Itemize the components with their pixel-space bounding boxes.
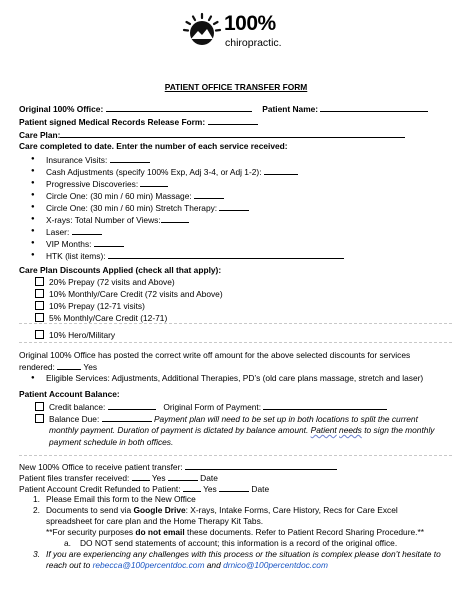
service-field[interactable] (194, 190, 224, 199)
service-item: ● HTK (list items): (32, 250, 344, 262)
service-item: ● Circle One: (30 min / 60 min) Massage: (32, 190, 224, 202)
patient-name-label: Patient Name (262, 104, 316, 114)
service-field[interactable] (108, 250, 344, 259)
discount-option[interactable]: 10% Monthly/Care Credit (72 visits and Above) (35, 289, 223, 300)
logo-subtext: chiropractic. (225, 37, 282, 49)
security-note: **For security purposes do not email these documents. Refer to Patient Record Sharing Procedure.** (46, 527, 424, 537)
service-field[interactable] (140, 178, 168, 187)
step-2-continued: spreadsheet for care plan and the Home Therapy Kit Tabs. (46, 516, 264, 526)
checkbox[interactable] (35, 414, 44, 423)
divider (19, 342, 452, 343)
hero-military-option[interactable]: 10% Hero/Military (35, 330, 115, 341)
service-item: ● Circle One: (30 min / 60 min) Stretch Therapy: (32, 202, 249, 214)
care-plan-field[interactable] (60, 129, 405, 138)
original-office-field[interactable] (106, 103, 252, 112)
credit-balance-field[interactable] (108, 401, 156, 410)
discount-option[interactable]: 5% Monthly/Care Credit (12-71) (35, 313, 167, 324)
balance-due-row: Balance Due: Payment plan will need to be set up in both locations to split the current (35, 413, 418, 425)
discount-option[interactable]: 10% Prepay (12-71 visits) (35, 301, 145, 312)
service-field[interactable] (72, 226, 102, 235)
files-received-field[interactable] (132, 472, 150, 481)
balance-heading: Patient Account Balance: (19, 389, 120, 399)
care-plan-row (19, 129, 405, 141)
eligible-services-item: ● Eligible Services: Adjustments, Additional Therapies, PD’s (old care plans massage, stretch and laser) (32, 373, 423, 384)
service-field[interactable] (110, 154, 150, 163)
original-office-label: Original 100% Office (19, 104, 101, 114)
release-form-field[interactable] (208, 116, 258, 125)
step-2a: a. DO NOT send statements of account; this information is a record of the original office. (64, 538, 398, 548)
writeoff-confirm-row: rendered: Yes (19, 362, 98, 372)
balance-note: monthly payment. Duration of payment is dictated by balance amount. Patient needs to sign the monthly (49, 425, 435, 435)
email-link-rebecca[interactable]: rebecca@100percentdoc.com (92, 560, 205, 570)
payment-form-field[interactable] (263, 401, 387, 410)
balance-due-field[interactable] (102, 413, 152, 422)
divider (19, 323, 452, 324)
new-office-field[interactable] (185, 461, 337, 470)
service-field[interactable] (264, 166, 298, 175)
divider (19, 455, 452, 456)
balance-note: payment schedule in both offices. (49, 437, 174, 447)
writeoff-confirm-field[interactable] (57, 361, 81, 370)
checkbox[interactable] (35, 402, 44, 411)
care-plan-label: Care Plan: (19, 130, 61, 140)
checkbox[interactable] (35, 301, 44, 310)
sunrise-mountain-logo-icon (182, 12, 222, 52)
checkbox[interactable] (35, 289, 44, 298)
original-office-row: Original 100% Office: Patient Name: (19, 103, 428, 115)
service-item: ● Cash Adjustments (specify 100% Exp, Adj 3-4, or Adj 1-2): (32, 166, 298, 178)
logo-text: 100% (224, 12, 276, 35)
refund-field[interactable] (183, 483, 201, 492)
checkbox[interactable] (35, 330, 44, 339)
service-item: ● Progressive Discoveries: (32, 178, 168, 190)
refund-date-field[interactable] (219, 483, 249, 492)
service-item: ● VIP Months: (32, 238, 124, 250)
writeoff-text: Original 100% Office has posted the correct write off amount for the above selected discounts for services (19, 350, 411, 360)
service-field[interactable] (94, 238, 124, 247)
new-office-row: New 100% Office to receive patient transfer: (19, 461, 337, 473)
service-field[interactable] (161, 214, 189, 223)
step-3-continued: reach out to rebecca@100percentdoc.com and drnico@100percentdoc.com (46, 560, 328, 570)
logo (182, 12, 294, 54)
service-field[interactable] (219, 202, 249, 211)
files-date-field[interactable] (168, 472, 198, 481)
discounts-heading: Care Plan Discounts Applied (check all that apply): (19, 265, 222, 275)
service-item: ● Insurance Visits: (32, 154, 150, 166)
checkbox[interactable] (35, 313, 44, 322)
form-title: PATIENT OFFICE TRANSFER FORM (164, 82, 308, 92)
discount-option[interactable]: 20% Prepay (72 visits and Above) (35, 277, 175, 288)
checkbox[interactable] (35, 277, 44, 286)
refund-row: Patient Account Credit Refunded to Patient: Yes Date (19, 484, 270, 494)
release-form-row (19, 116, 258, 128)
release-form-label: Patient signed Medical Records Release Form: (19, 117, 206, 127)
service-item: ● Laser: (32, 226, 102, 238)
patient-name-field[interactable] (320, 103, 428, 112)
files-received-row: Patient files transfer received: Yes Date (19, 473, 218, 483)
credit-balance-row: Credit balance: Original Form of Payment: (35, 401, 387, 413)
care-completed-heading: Care completed to date. Enter the number of each service received: (19, 141, 288, 151)
service-item: ● X-rays: Total Number of Views: (32, 214, 189, 226)
email-link-drnico[interactable]: drnico@100percentdoc.com (223, 560, 328, 570)
